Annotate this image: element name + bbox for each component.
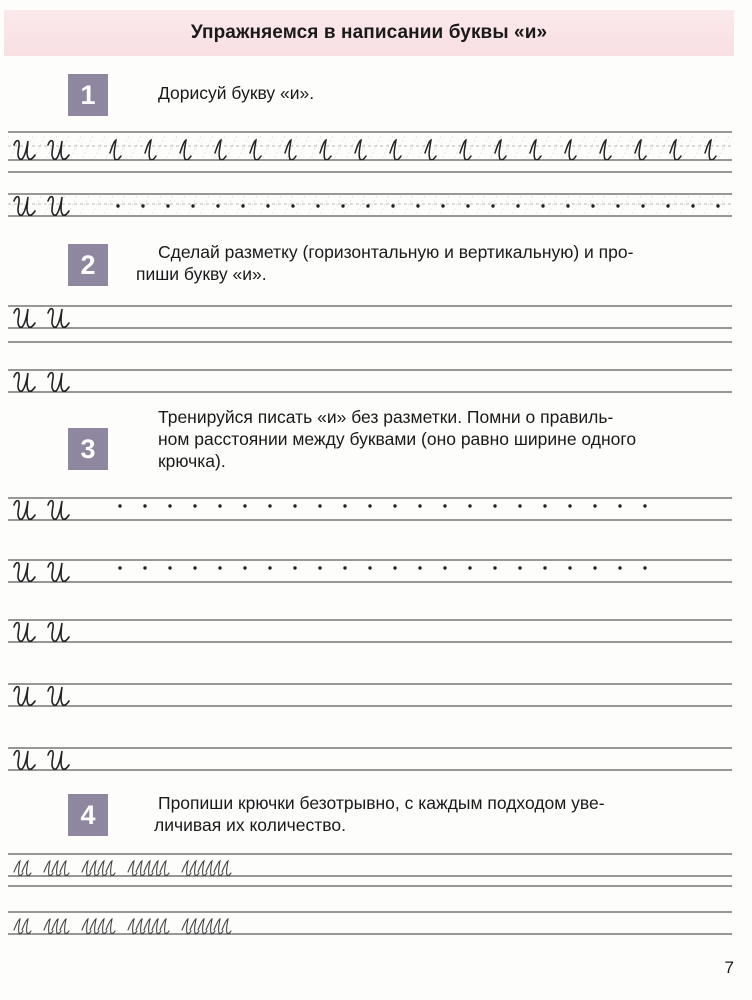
guide-dot [268,504,271,507]
stroke-glyph [14,861,23,875]
guide-dot [118,566,121,569]
guide-dot [491,204,494,207]
guide-dot [216,204,219,207]
guide-dot [543,566,546,569]
stroke-glyph [44,919,53,933]
stroke-glyph [390,140,401,160]
stroke-glyph [320,140,331,160]
instruction-line: ном расстоянии между буквами (оно равно ширине одного [158,429,637,449]
guide-dot [368,504,371,507]
stroke-glyph [600,140,611,160]
stroke-glyph [14,501,35,520]
guide-dot [666,204,669,207]
stroke-glyph [48,751,69,770]
stroke-glyph [355,140,366,160]
instruction-line: Сделай разметку (горизонтальную и вертикальную) и про- [158,242,634,262]
guide-dot [393,566,396,569]
stroke-glyph [14,919,23,933]
exercise-3-instruction [158,406,724,472]
exercise-1-lines [8,132,732,216]
stroke-glyph [152,919,161,933]
guide-dot [193,504,196,507]
stroke-glyph [635,140,646,160]
guide-dot [716,204,719,207]
stroke-glyph [495,140,506,160]
guide-dot [343,566,346,569]
page-number: 7 [724,958,734,977]
stroke-glyph [190,861,199,875]
guide-dot [443,566,446,569]
stroke-glyph [48,563,69,582]
stroke-glyph [128,861,137,875]
stroke-glyph [425,140,436,160]
guide-dot [366,204,369,207]
guide-dot [518,566,521,569]
stroke-glyph [22,861,31,875]
guide-dot [166,204,169,207]
stroke-glyph [152,861,161,875]
exercise-1-instruction [158,82,724,104]
stroke-glyph [106,861,115,875]
stroke-glyph [98,861,107,875]
guide-dot [541,204,544,207]
stroke-glyph [82,919,91,933]
exercise-3-lines [8,498,732,770]
guide-dot [318,504,321,507]
guide-dot [493,566,496,569]
guide-dot [118,504,121,507]
guide-dot [268,566,271,569]
guide-dot [143,566,146,569]
guide-dot [243,566,246,569]
stroke-glyph [222,861,231,875]
stroke-glyph [198,919,207,933]
guide-dot [141,204,144,207]
guide-dot [293,504,296,507]
guide-dot [566,204,569,207]
guide-dot [568,566,571,569]
stroke-glyph [106,919,115,933]
guide-dot [341,204,344,207]
stroke-glyph [48,501,69,520]
guide-dot [168,566,171,569]
stroke-glyph [670,140,681,160]
stroke-glyph [22,919,31,933]
stroke-glyph [90,861,99,875]
exercise-number-4: 4 [68,794,108,836]
guide-dot [466,204,469,207]
stroke-glyph [190,919,199,933]
guide-dot [343,504,346,507]
stroke-glyph [82,861,91,875]
guide-dot [468,504,471,507]
exercise-4-instruction [154,792,724,836]
guide-dot [593,566,596,569]
guide-dot [368,566,371,569]
stroke-glyph [206,919,215,933]
guide-dot [591,204,594,207]
stroke-glyph [460,140,471,160]
stroke-glyph [285,140,296,160]
guide-dot [116,204,119,207]
stroke-glyph [136,861,145,875]
guide-dot [318,566,321,569]
stroke-glyph [14,751,35,770]
stroke-glyph [705,140,716,160]
instruction-line: крючка). [158,451,226,471]
stroke-glyph [182,861,191,875]
stroke-glyph [44,861,53,875]
guide-dot [291,204,294,207]
stroke-glyph [214,919,223,933]
guide-dot [516,204,519,207]
stroke-glyph [60,861,69,875]
stroke-glyph [530,140,541,160]
guide-dot [316,204,319,207]
stroke-glyph [110,140,121,160]
stroke-glyph [136,919,145,933]
stroke-glyph [145,140,156,160]
instruction-line: пиши букву «и». [136,264,267,284]
exercise-number-3: 3 [68,428,108,470]
stroke-glyph [144,919,153,933]
guide-dot [616,204,619,207]
stroke-glyph [182,919,191,933]
guide-dot [418,504,421,507]
guide-dot [618,504,621,507]
exercise-number-1: 1 [68,74,108,116]
stroke-glyph [14,623,35,642]
stroke-glyph [14,687,35,706]
guide-dot [643,566,646,569]
guide-dot [691,204,694,207]
guide-dot [293,566,296,569]
stroke-glyph [160,919,169,933]
instruction-line: Пропиши крючки безотрывно, с каждым подходом уве- [158,793,605,813]
stroke-glyph [90,919,99,933]
stroke-glyph [98,919,107,933]
stroke-glyph [160,861,169,875]
stroke-glyph [60,919,69,933]
instruction-line: Дорисуй букву «и». [158,83,315,103]
page-title: Упражняемся в написании буквы «и» [190,22,548,43]
stroke-glyph [215,140,226,160]
guide-dot [641,204,644,207]
guide-dot [593,504,596,507]
stroke-glyph [48,623,69,642]
guide-dot [543,504,546,507]
exercise-2-instruction [136,241,724,285]
guide-dot [416,204,419,207]
instruction-line: личивая их количество. [154,815,346,835]
exercise-4-lines [8,854,732,934]
exercise-2-lines [8,306,732,392]
stroke-glyph [565,140,576,160]
guide-dot [168,504,171,507]
guide-dot [143,504,146,507]
stroke-glyph [222,919,231,933]
exercise-number-2: 2 [68,244,108,286]
guide-dot [218,566,221,569]
guide-dot [243,504,246,507]
stroke-glyph [198,861,207,875]
stroke-glyph [48,687,69,706]
guide-dot [643,504,646,507]
guide-dot [441,204,444,207]
guide-dot [193,566,196,569]
guide-dot [418,566,421,569]
guide-dot [218,504,221,507]
stroke-glyph [52,919,61,933]
guide-dot [618,566,621,569]
stroke-glyph [128,919,137,933]
guide-dot [568,504,571,507]
guide-dot [493,504,496,507]
stroke-glyph [52,861,61,875]
guide-dot [393,504,396,507]
guide-dot [266,204,269,207]
stroke-glyph [14,563,35,582]
stroke-glyph [214,861,223,875]
stroke-glyph [206,861,215,875]
guide-dot [443,504,446,507]
stroke-glyph [144,861,153,875]
guide-dot [191,204,194,207]
stroke-glyph [180,140,191,160]
guide-dot [391,204,394,207]
stroke-glyph [250,140,261,160]
guide-dot [468,566,471,569]
guide-dot [518,504,521,507]
instruction-line: Тренируйся писать «и» без разметки. Помни о правиль- [158,407,614,427]
guide-dot [241,204,244,207]
